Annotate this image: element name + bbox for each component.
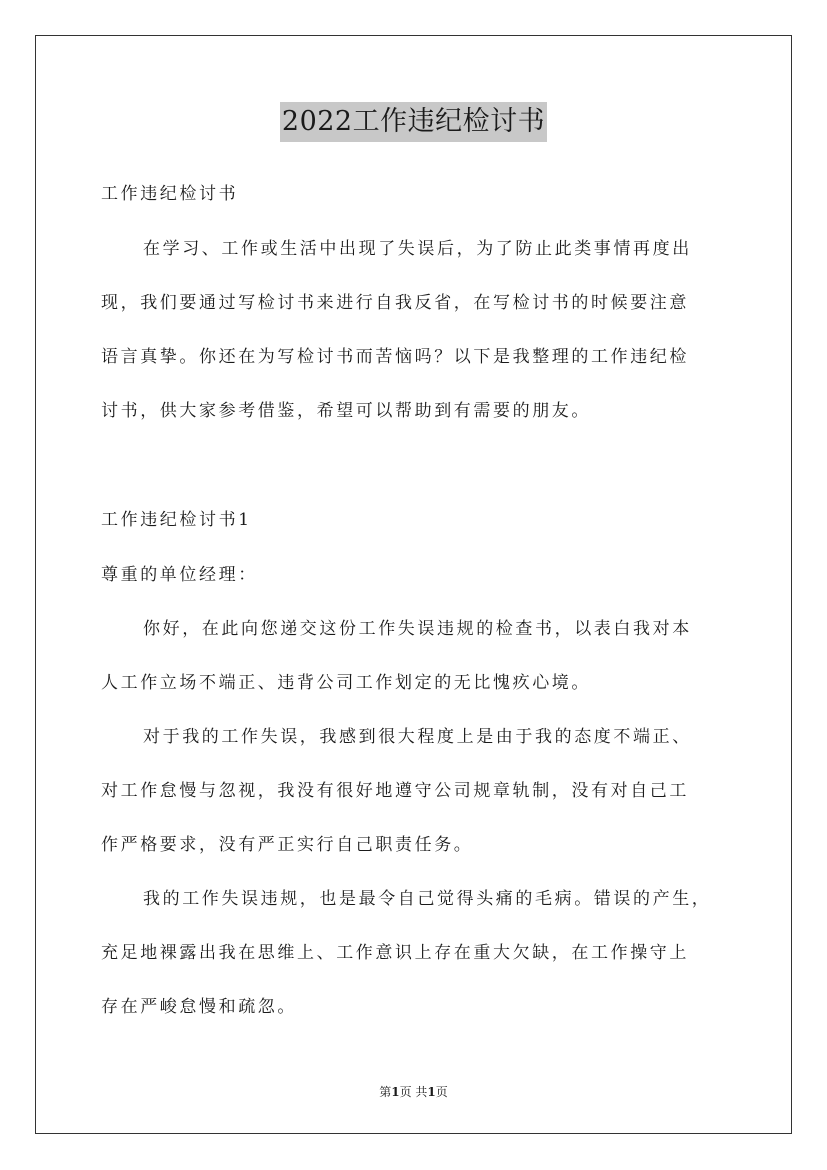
page-footer [0, 1084, 827, 1100]
paragraph-line: 对工作怠慢与忽视，我没有很好地遵守公司规章轨制，没有对自己工 [101, 781, 689, 801]
intro-line: 讨书，供大家参考借鉴，希望可以帮助到有需要的朋友。 [101, 401, 591, 421]
page-number: 1 [391, 1085, 400, 1099]
salutation: 尊重的单位经理： [101, 565, 258, 585]
intro-line: 语言真挚。你还在为写检讨书而苦恼吗？以下是我整理的工作违纪检 [101, 347, 689, 367]
total-number: 1 [427, 1085, 436, 1099]
page-suffix: 页 [399, 1085, 412, 1099]
paragraph-line: 人工作立场不端正、违背公司工作划定的无比愧疚心境。 [101, 673, 591, 693]
paragraph-line: 存在严峻怠慢和疏忽。 [101, 997, 297, 1017]
section-heading: 工作违纪检讨书1 [101, 510, 252, 530]
paragraph-line: 作严格要求，没有严正实行自己职责任务。 [101, 835, 474, 855]
intro-line: 现，我们要通过写检讨书来进行自我反省，在写检讨书的时候要注意 [101, 293, 689, 313]
title-container [0, 102, 827, 142]
page-prefix: 第 [379, 1085, 392, 1099]
paragraph-line: 我的工作失误违规，也是最令自己觉得头痛的毛病。错误的产生， [143, 889, 712, 909]
intro-line: 在学习、工作或生活中出现了失误后，为了防止此类事情再度出 [143, 239, 692, 259]
paragraph-line: 对于我的工作失误，我感到很大程度上是由于我的态度不端正、 [143, 727, 692, 747]
intro-heading: 工作违纪检讨书 [101, 184, 239, 204]
total-prefix: 共 [415, 1085, 428, 1099]
paragraph-line: 你好，在此向您递交这份工作失误违规的检查书，以表白我对本 [143, 619, 692, 639]
document-title: 2022工作违纪检讨书 [280, 102, 547, 142]
total-suffix: 页 [435, 1085, 448, 1099]
paragraph-line: 充足地裸露出我在思维上、工作意识上存在重大欠缺，在工作操守上 [101, 943, 689, 963]
